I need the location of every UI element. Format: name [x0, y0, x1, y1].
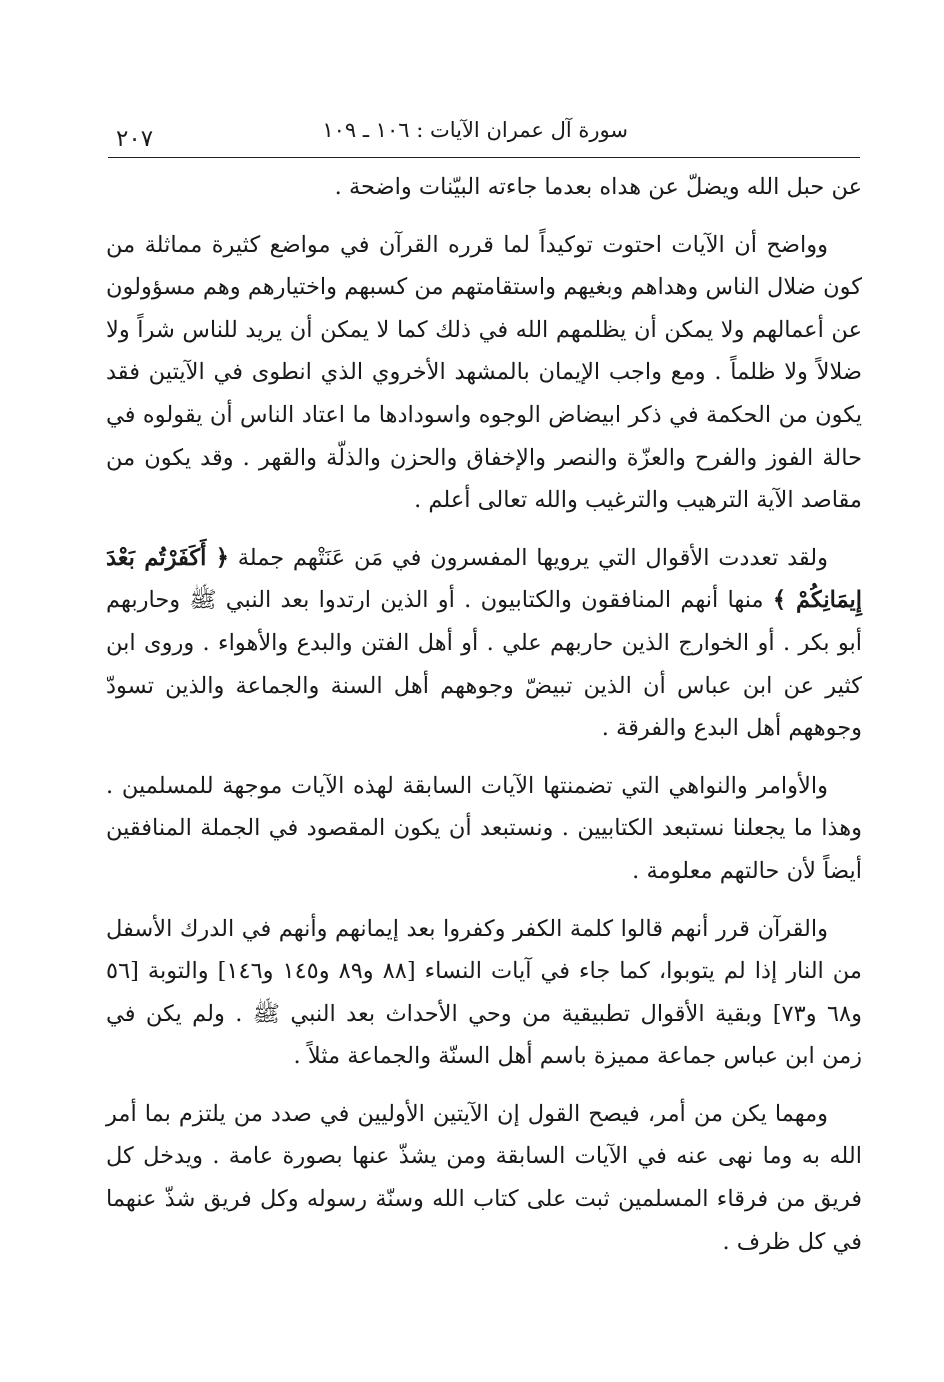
- paragraph-3: [106, 537, 862, 750]
- page-header: [108, 112, 858, 156]
- running-title: سورة آل عمران الآيات : ١٠٦ ـ ١٠٩: [322, 118, 628, 142]
- paragraph-2: وواضح أن الآيات احتوت توكيداً لما قرره القرآن في مواضع كثيرة مماثلة من كون ضلال الناس وهداهم وبغيهم واستقامتهم من كسبهم واختيارهم وهم مسؤولون عن أعمالهم ولا يمكن أن يظلمهم الله في ذلك كما لا يمكن أن يريد للناس شراً ولا ضلالاً ولا ظلماً . ومع واجب الإيمان بالمشهد الأخروي الذي انطوى في الآيتين فقد يكون من الحكمة في ذكر ابيضاض الوجوه واسودادها ما اعتاد الناس أن يقولوه في حالة الفوز والفرح والعزّة والنصر والإخفاق والحزن والذلّة والقهر . وقد يكون من مقاصد الآية الترهيب والترغيب والله تعالى أعلم .: [106, 231, 862, 514]
- page-number: ٢٠٧: [116, 126, 154, 152]
- paragraph-3-body: منها أنهم المنافقون والكتابيون . أو الذين ارتدوا بعد النبي ﷺ وحاربهم أبو بكر . أو الخوارج الذين حاربهم علي . أو أهل الفتن والبدع والأهواء . وروى ابن كثير عن ابن عباس أن الذين تبيضّ وجوههم أهل السنة والجماعة والذين تسودّ وجوههم أهل البدع والفرقة .: [106, 587, 862, 742]
- header-divider: [108, 157, 860, 158]
- paragraph-5: والقرآن قرر أنهم قالوا كلمة الكفر وكفروا بعد إيمانهم وأنهم في الدرك الأسفل من النار إذا لم يتوبوا، كما جاء في آيات النساء [٨٨ و٨٩ و١٤٥ و١٤٦] والتوبة [٥٦ و٦٨ و٧٣] وبقية الأقوال تطبيقية من وحي الأحداث بعد النبي ﷺ . ولم يكن في زمن ابن عباس جماعة مميزة باسم أهل السنّة والجماعة مثلاً .: [106, 915, 862, 1070]
- paragraph-6: ومهما يكن من أمر، فيصح القول إن الآيتين الأوليين في صدد من يلتزم بما أمر الله به وما نهى عنه في الآيات السابقة ومن يشذّ عنها بصورة عامة . ويدخل كل فريق من فرقاء المسلمين ثبت على كتاب الله وسنّة رسوله وكل فريق شذّ عنهما في كل ظرف .: [106, 1100, 862, 1255]
- body-text: [106, 166, 862, 1278]
- paragraph-3-intro: ولقد تعددت الأقوال التي يرويها المفسرون في مَن عَنَتْهم جملة: [228, 544, 828, 571]
- paragraph-4: والأوامر والنواهي التي تضمنتها الآيات السابقة لهذه الآيات موجهة للمسلمين . وهذا ما يجعلنا نستبعد الكتابيين . ونستبعد أن يكون المقصود في الجملة المنافقين أيضاً لأن حالتهم معلومة .: [106, 772, 862, 884]
- quran-verse-quote: ﴿ أَكَفَرْتُم بَعْدَ إِيمَانِكُمْ ﴾: [106, 544, 862, 614]
- paragraph-1: عن حبل الله ويضلّ عن هداه بعدما جاءته البيّنات واضحة .: [334, 174, 862, 200]
